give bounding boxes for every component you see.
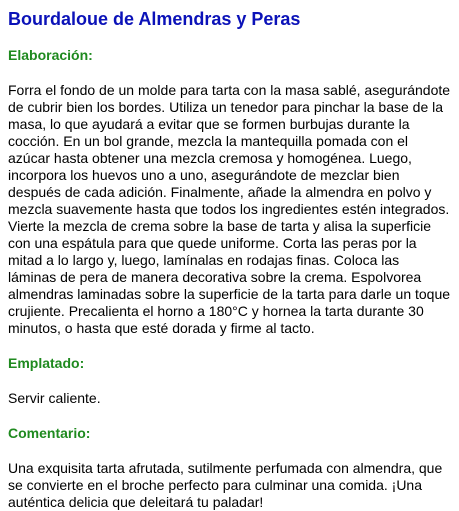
preparation-text: Forra el fondo de un molde para tarta con la masa sablé, asegurándote de cubrir bien los bordes. Utiliza un tenedor para pinchar la base de la masa, lo que ayudará a evitar que se formen burbujas durante la cocción. En un bol grande, mezcla la mantequilla pomada con el azúcar hasta obtener una mezcla cremosa y homogénea. Luego, incorpora los huevos uno a uno, asegurándote de mezclar bien después de cada adición. Finalmente, añade la almendra en polvo y mezcla suavemente hasta que todos los ingredientes estén integrados. Vierte la mezcla de crema sobre la base de tarta y alisa la superficie con una espátula para que quede uniforme. Corta las peras por la mitad a lo largo y, luego, lamínalas en rodajas finas. Coloca las láminas de pera de manera decorativa sobre la crema. Espolvorea almendras laminadas sobre la superficie de la tarta para darle un toque crujiente. Precalienta el horno a 180°C y hornea la tarta durante 30 minutos, o hasta que esté dorada y firme al tacto.	[8, 82, 451, 336]
preparation-heading: Elaboración:	[8, 47, 93, 63]
recipe-title: Bourdaloue de Almendras y Peras	[8, 9, 301, 29]
comment-text: Una exquisita tarta afrutada, sutilmente perfumada con almendra, que se convierte en el broche perfecto para culminar una comida. ¡Una auténtica delicia que deleitará tu paladar!	[8, 460, 443, 510]
section-plating	[8, 355, 451, 407]
section-preparation	[8, 47, 451, 337]
plating-text: Servir caliente.	[8, 390, 101, 406]
section-comment	[8, 425, 451, 511]
comment-heading: Comentario:	[8, 425, 91, 441]
plating-heading: Emplatado:	[8, 355, 85, 371]
